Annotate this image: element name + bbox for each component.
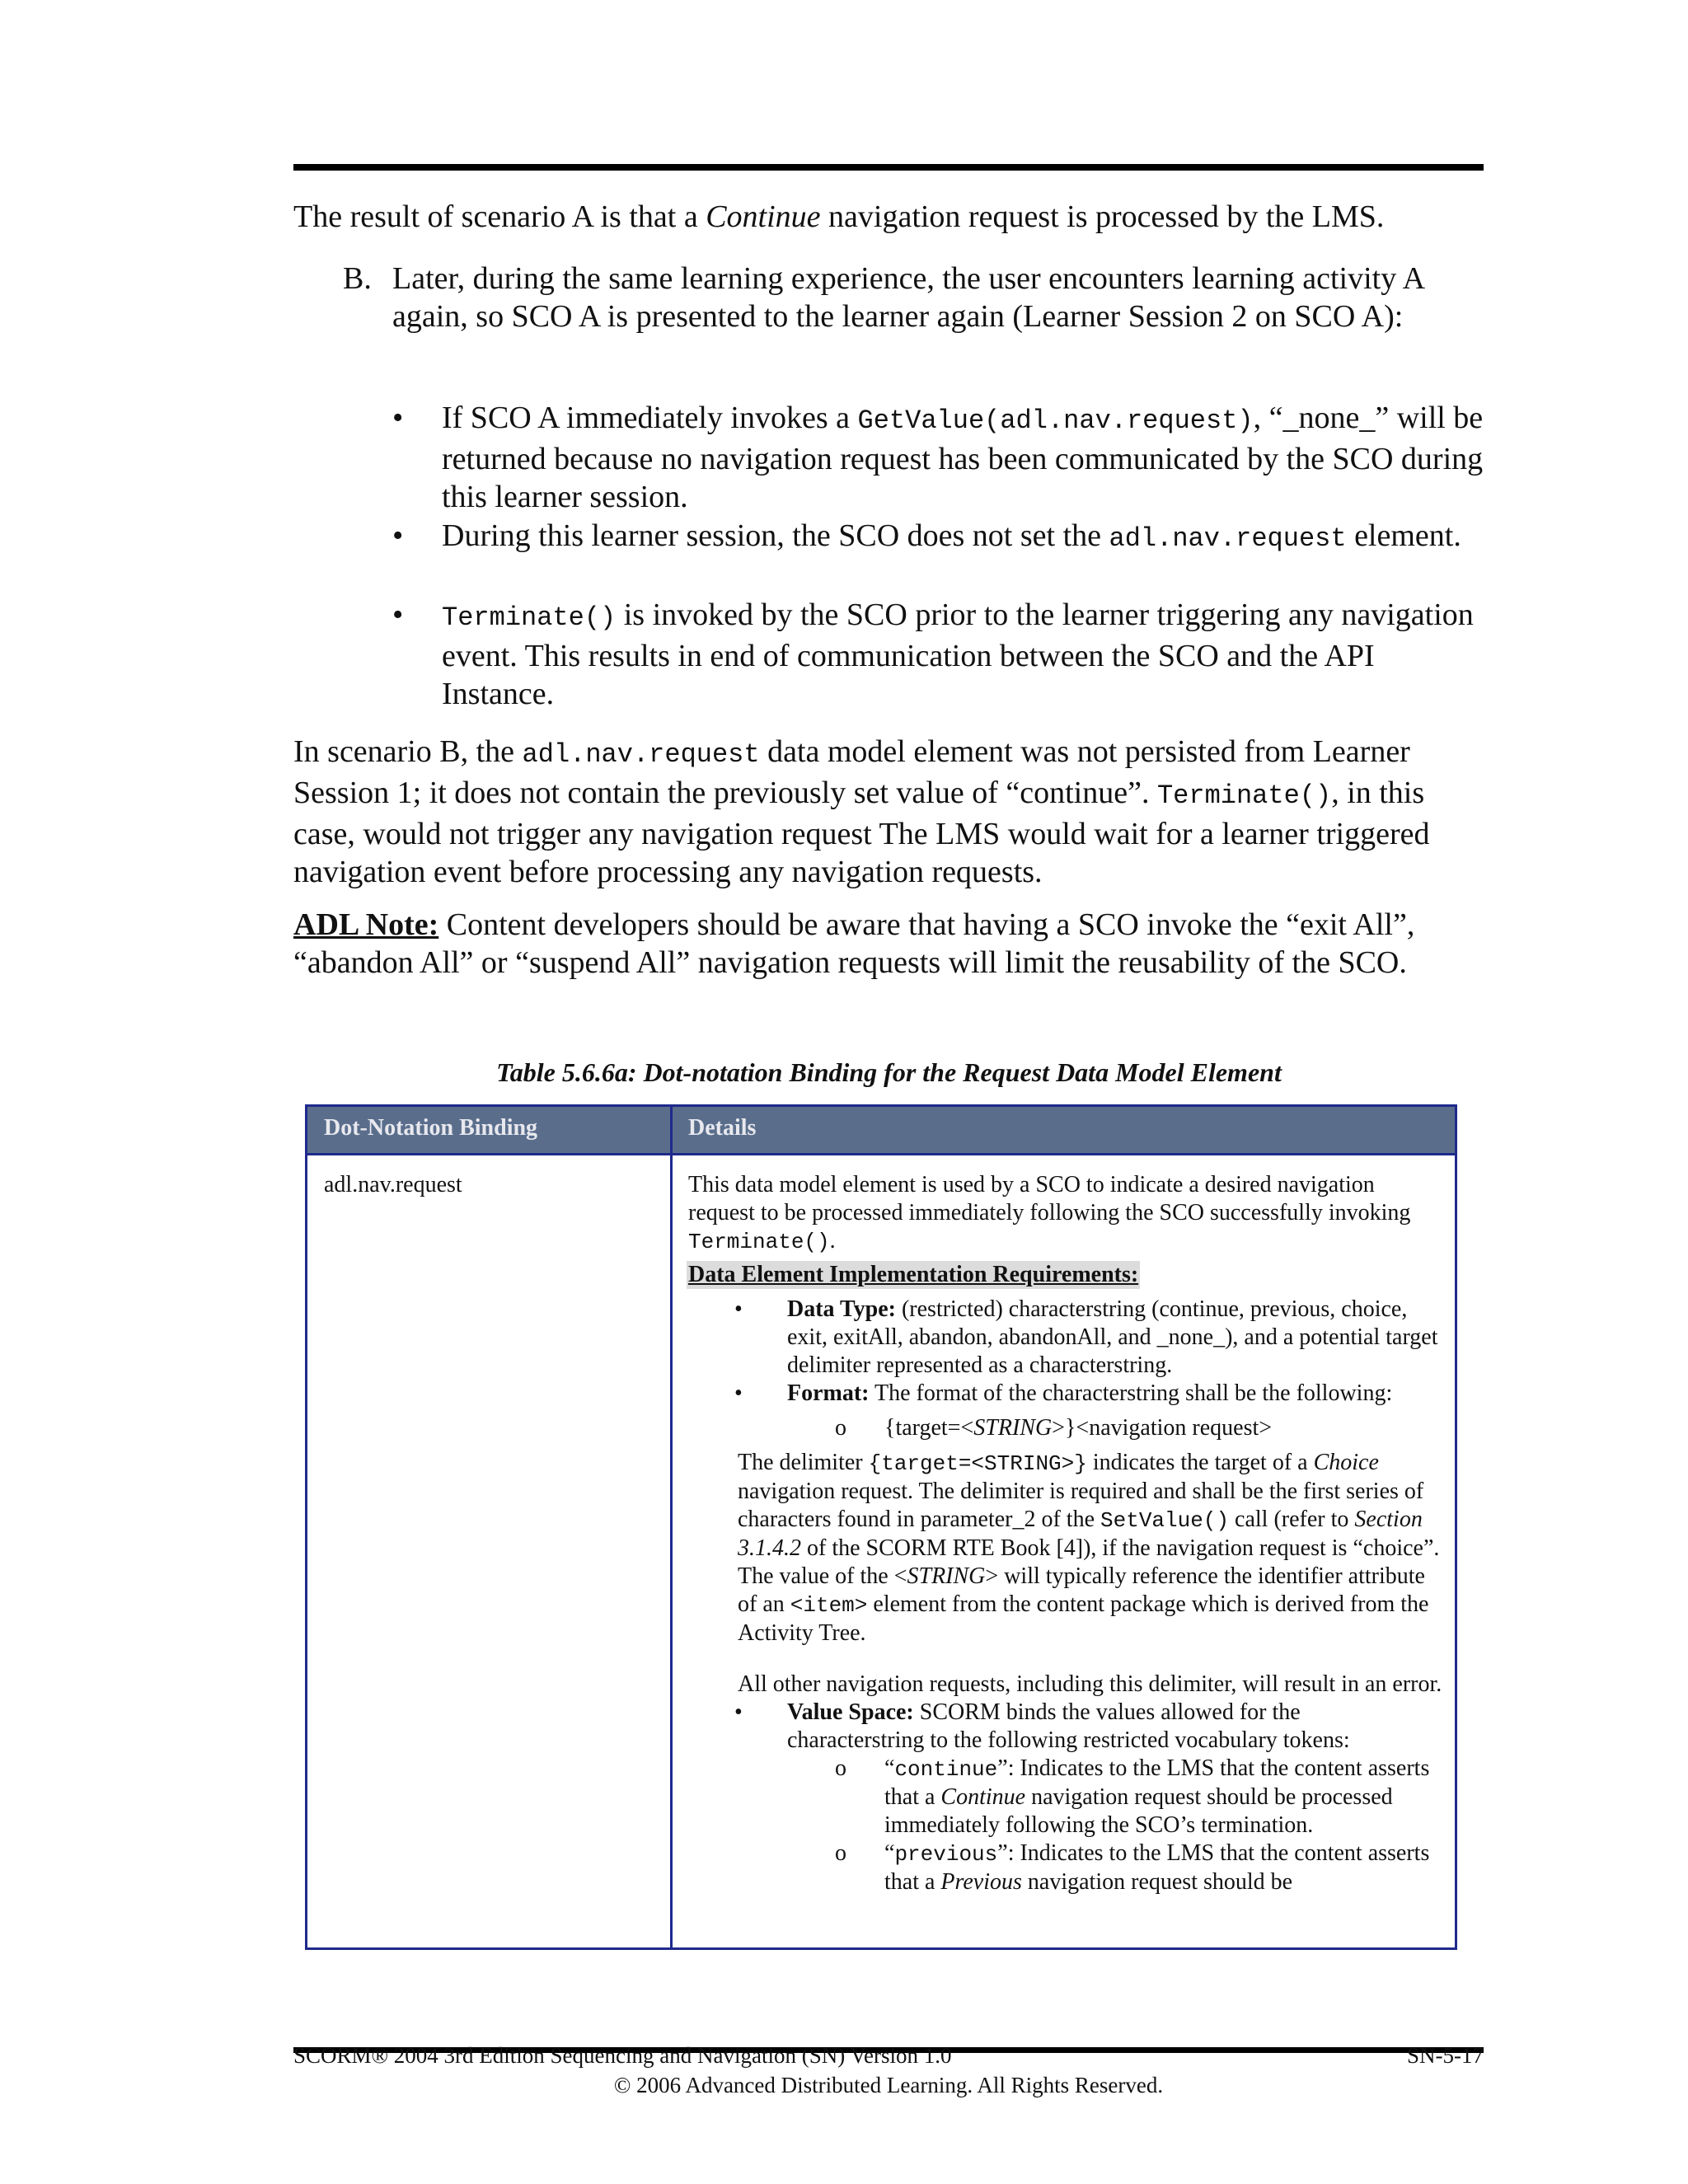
table-header-binding: Dot-Notation Binding (324, 1115, 538, 1141)
page-number: SN-5-17 (1407, 2043, 1484, 2068)
bullet-value-space: • Value Space: SCORM binds the values allowed for the characterstring to the following restricted vocabulary tokens: (734, 1699, 1350, 1753)
list-item-text: Later, during the same learning experience, the user encounters learning activity A again, so SCO A is presented to the learner again (Learner Session 2 on SCO A): (392, 261, 1423, 334)
paragraph-scenario-a-result: The result of scenario A is that a Continue navigation request is processed by the LMS. (293, 199, 1385, 234)
bullet-format: • Format: The format of the characterstring shall be the following: (734, 1380, 1393, 1406)
delimiter-description: The delimiter {target=<STRING>} indicates the target of a Choice navigation request. The delimiter is required and shall be the first series of characters found in parameter_2 of the SetValue() call (refer to Section 3.1.4.2 of the SCORM RTE Book [4]), if the navigation request is “choice”. The value of the <STRING> will typically reference the identifier attribute of an <item> element from the content package which is derived from the Activity Tree. (738, 1450, 1440, 1646)
column-divider (670, 1107, 673, 1947)
table-cell-details (688, 1171, 1442, 1896)
bullet-data-type: • Data Type: (restricted) characterstring (continue, previous, choice, exit, exitAll, abandon, abandonAll, and _none_), and a potential target delimiter represented as a characterstring. (734, 1296, 1438, 1378)
bullet-icon: • (734, 1296, 743, 1322)
bullet-icon: • (392, 401, 404, 435)
circle-bullet-icon: o (835, 1415, 846, 1441)
data-model-table (305, 1104, 1457, 1950)
adl-note-label: ADL Note: (293, 907, 439, 942)
bullet-icon: • (734, 1699, 743, 1725)
bullet-icon: • (734, 1380, 743, 1406)
table-header-details: Details (688, 1115, 757, 1141)
circle-bullet-icon: o (835, 1755, 846, 1781)
vocab-previous: o “previous”: Indicates to the LMS that the content asserts that a Previous navigation request should be (835, 1840, 1430, 1895)
code-text: GetValue(adl.nav.request) (857, 405, 1254, 436)
paragraph-scenario-b: In scenario B, the adl.nav.request data model element was not persisted from Learner Session 1; it does not contain the previously set value of “continue”. Terminate(), in this case, would not trigger any navigation request The LMS would wait for a learner triggered navigation event before processing any navigation requests. (293, 734, 1430, 889)
format-pattern: o {target=<STRING>}<navigation request> (835, 1415, 1273, 1441)
bullet-icon: • (392, 598, 404, 632)
vocab-continue: o “continue”: Indicates to the LMS that the content asserts that a Continue navigation request should be processed immediately following the SCO’s termination. (835, 1755, 1430, 1838)
table-cell-binding: adl.nav.request (324, 1172, 462, 1197)
list-item-marker: B. (343, 261, 372, 296)
footer-copyright: © 2006 Advanced Distributed Learning. All Rights Reserved. (613, 2073, 1164, 2097)
all-other-requests: All other navigation requests, including this delimiter, will result in an error. (738, 1671, 1442, 1697)
table-caption: Table 5.6.6a: Dot-notation Binding for the Request Data Model Element (496, 1057, 1282, 1087)
requirements-heading: Data Element Implementation Requirements: (688, 1262, 1139, 1287)
details-intro: This data model element is used by a SCO to indicate a desired navigation request to be processed immediately following the SCO successfully invoking Terminate(). (688, 1172, 1411, 1254)
adl-note: ADL Note: Content developers should be aware that having a SCO invoke the “exit All”, “abandon All” or “suspend All” navigation requests will limit the reusability of the SCO. (293, 907, 1415, 980)
footer-title: SCORM® 2004 3rd Edition Sequencing and Navigation (SN) Version 1.0 (293, 2043, 952, 2068)
bullet-icon: • (392, 518, 404, 553)
table-header-row (307, 1107, 1455, 1155)
circle-bullet-icon: o (835, 1840, 846, 1866)
code-text: adl.nav.request (1109, 523, 1347, 554)
code-text: Terminate() (442, 602, 617, 633)
header-rule (293, 164, 1484, 171)
